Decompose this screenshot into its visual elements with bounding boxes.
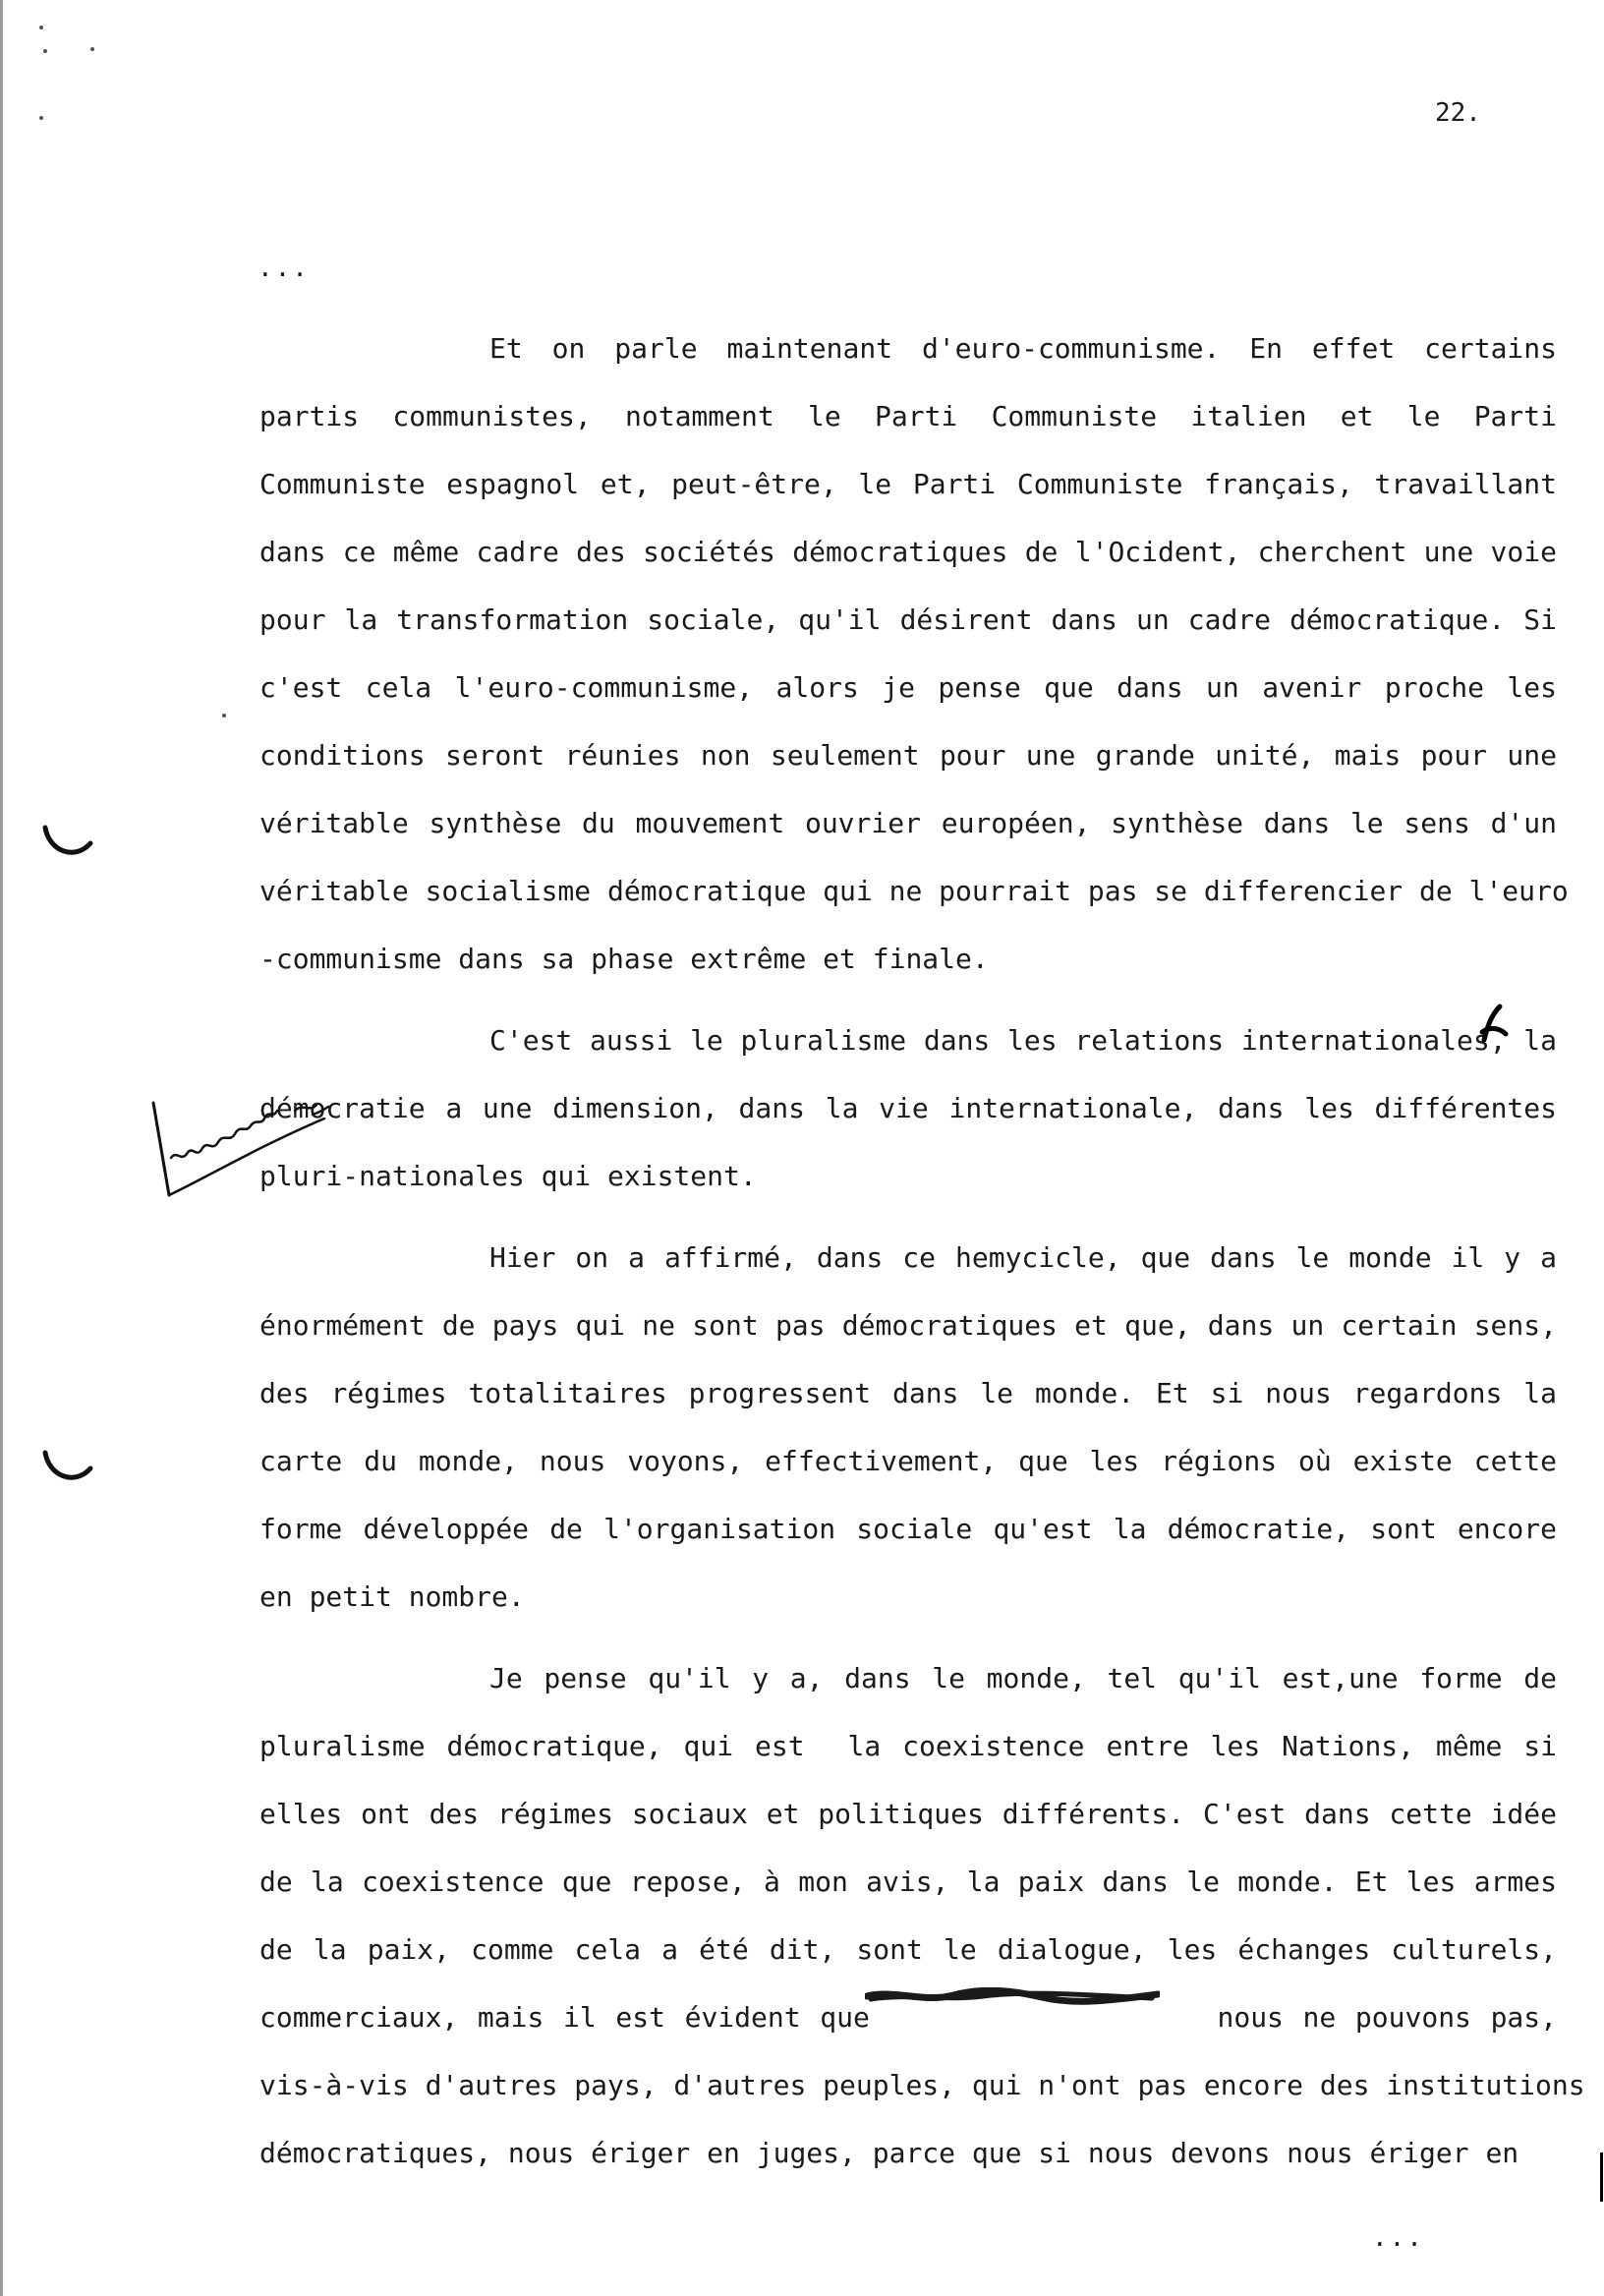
text-line: démocratiques, nous ériger en juges, parce que si nous devons nous ériger en <box>259 2137 1519 2169</box>
text-line: Je pense qu'il y a, dans le monde, tel qu'il est,une forme de <box>489 1662 1557 1694</box>
text-line: Communiste espagnol et, peut-être, le Parti Communiste français, travaillant <box>259 468 1557 500</box>
text-line: véritable synthèse du mouvement ouvrier européen, synthèse dans le sens d'un <box>259 807 1557 839</box>
scan-speck <box>39 116 43 120</box>
page-edge-mark <box>1600 2152 1603 2202</box>
handwritten-correction-mark <box>1478 1003 1510 1042</box>
text-line: pluralisme démocratique, qui est la coexistence entre les Nations, même si <box>259 1730 1557 1762</box>
paragraph-2 <box>259 1006 1557 1210</box>
text-line: énormément de pays qui ne sont pas démocratiques et que, dans un certain sens, <box>259 1309 1557 1342</box>
scan-speck <box>39 26 43 29</box>
text-line: des régimes totalitaires progressent dans le monde. Et si nous regardons la <box>259 1377 1557 1409</box>
text-line: -communisme dans sa phase extrême et finale. <box>259 943 989 975</box>
text-line: de la coexistence que repose, à mon avis, la paix dans le monde. Et les armes <box>259 1866 1557 1898</box>
text-line: démocratie a une dimension, dans la vie internationale, dans les différentes <box>259 1092 1557 1124</box>
text-line: de la paix, comme cela a été dit, sont le dialogue, les échanges culturels, <box>259 1933 1557 1966</box>
text-line: C'est aussi le pluralisme dans les relations internationales, la <box>489 1024 1557 1057</box>
text-line: forme développée de l'organisation sociale qu'est la démocratie, sont encore <box>259 1513 1557 1545</box>
text-line: vis-à-vis d'autres pays, d'autres peuples, qui n'ont pas encore des institutions <box>259 2069 1585 2101</box>
text-line: Hier on a affirmé, dans ce hemycicle, que dans le monde il y a <box>489 1241 1557 1274</box>
continuation-mark-bottom: ... <box>1372 2223 1424 2253</box>
paragraph-3 <box>259 1224 1557 1631</box>
text-line: dans ce même cadre des sociétés démocratiques de l'Ocident, cherchent une voie <box>259 536 1557 568</box>
text-line: pour la transformation sociale, qu'il désirent dans un cadre démocratique. Si <box>259 603 1557 636</box>
text-line: Et on parle maintenant d'euro-communisme. En effet certains <box>489 332 1557 365</box>
text-line: en petit nombre. <box>259 1580 525 1613</box>
text-line: véritable socialisme démocratique qui ne pourrait pas se differencier de l'euro <box>259 875 1569 907</box>
scribbled-out-text <box>865 1987 1160 2005</box>
paragraph-4 <box>259 1644 1585 2187</box>
text-line: elles ont des régimes sociaux et politiques différents. C'est dans cette idée <box>259 1798 1557 1830</box>
handwritten-annotation <box>147 1089 344 1207</box>
paragraph-1 <box>259 315 1569 993</box>
page-left-edge <box>0 0 3 2296</box>
margin-check-mark <box>41 822 94 863</box>
page-number: 22. <box>1435 98 1481 128</box>
document-body <box>259 315 1585 2201</box>
text-line: partis communistes, notamment le Parti Communiste italien et le Parti <box>259 400 1557 432</box>
text-line: commerciaux, mais il est évident que nous ne pouvons pas, <box>259 2001 1557 2034</box>
scan-speck <box>43 49 47 53</box>
scan-speck <box>90 47 94 51</box>
scan-speck <box>222 714 226 718</box>
continuation-mark-top: ... <box>258 254 310 283</box>
text-line: c'est cela l'euro-communisme, alors je pense que dans un avenir proche les <box>259 671 1557 704</box>
text-line: conditions seront réunies non seulement pour une grande unité, mais pour une <box>259 739 1557 772</box>
text-line: carte du monde, nous voyons, effectivement, que les régions où existe cette <box>259 1445 1557 1477</box>
text-line: pluri-nationales qui existent. <box>259 1160 757 1192</box>
margin-check-mark <box>41 1447 94 1488</box>
